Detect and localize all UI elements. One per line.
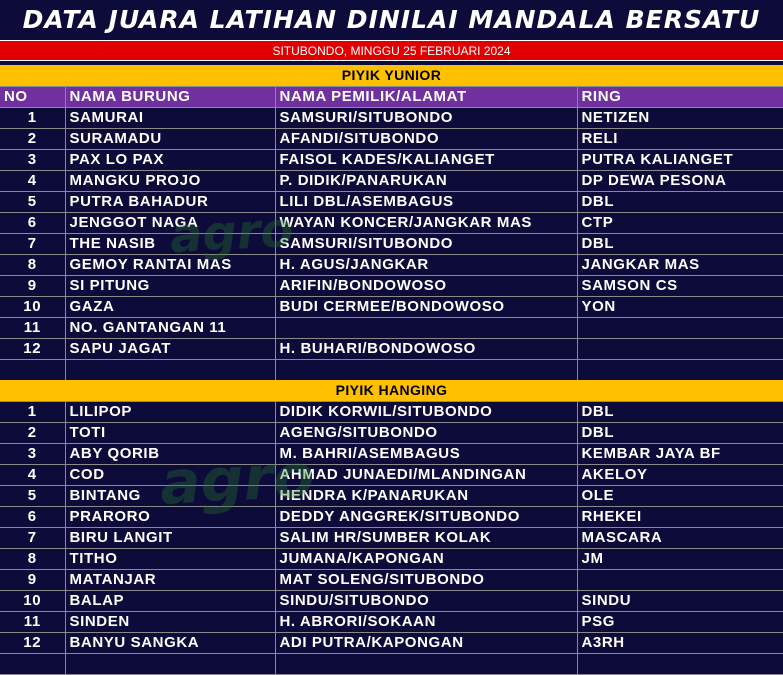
cell-no: 2 bbox=[0, 422, 65, 443]
cell-nama-burung: BANYU SANGKA bbox=[65, 632, 275, 653]
page-subtitle: SITUBONDO, MINGGU 25 FEBRUARI 2024 bbox=[0, 40, 783, 61]
cell-nama-burung: PUTRA BAHADUR bbox=[65, 191, 275, 212]
cell-pemilik: LILI DBL/ASEMBAGUS bbox=[275, 191, 577, 212]
table-row bbox=[0, 191, 783, 212]
cell-nama-burung: MANGKU PROJO bbox=[65, 170, 275, 191]
cell-pemilik: DIDIK KORWIL/SITUBONDO bbox=[275, 401, 577, 422]
results-table-section-2 bbox=[0, 380, 783, 675]
cell-nama-burung: JENGGOT NAGA bbox=[65, 212, 275, 233]
cell-no: 5 bbox=[0, 485, 65, 506]
cell-nama-burung: SAMURAI bbox=[65, 107, 275, 128]
cell-no: 5 bbox=[0, 191, 65, 212]
cell-nama-burung: TITHO bbox=[65, 548, 275, 569]
cell-pemilik: AGENG/SITUBONDO bbox=[275, 422, 577, 443]
cell-no: 3 bbox=[0, 443, 65, 464]
cell-ring: DBL bbox=[577, 191, 783, 212]
cell-no: 6 bbox=[0, 506, 65, 527]
table-row bbox=[0, 611, 783, 632]
table-row bbox=[0, 590, 783, 611]
cell-ring: CTP bbox=[577, 212, 783, 233]
table-row bbox=[0, 275, 783, 296]
cell-no: 8 bbox=[0, 548, 65, 569]
cell-pemilik: SALIM HR/SUMBER KOLAK bbox=[275, 527, 577, 548]
cell-pemilik: P. DIDIK/PANARUKAN bbox=[275, 170, 577, 191]
cell-no: 12 bbox=[0, 338, 65, 359]
cell-ring: NETIZEN bbox=[577, 107, 783, 128]
cell-pemilik: H. ABRORI/SOKAAN bbox=[275, 611, 577, 632]
cell-no: 11 bbox=[0, 611, 65, 632]
table-row bbox=[0, 170, 783, 191]
cell-ring bbox=[577, 653, 783, 674]
cell-ring bbox=[577, 317, 783, 338]
section-rows bbox=[0, 401, 783, 674]
cell-ring bbox=[577, 359, 783, 380]
table-row bbox=[0, 632, 783, 653]
cell-nama-burung: PRARORO bbox=[65, 506, 275, 527]
cell-no: 8 bbox=[0, 254, 65, 275]
cell-ring bbox=[577, 569, 783, 590]
cell-nama-burung: GAZA bbox=[65, 296, 275, 317]
cell-nama-burung: BALAP bbox=[65, 590, 275, 611]
section-title: PIYIK HANGING bbox=[0, 380, 783, 401]
table-row bbox=[0, 401, 783, 422]
cell-ring: AKELOY bbox=[577, 464, 783, 485]
cell-nama-burung bbox=[65, 359, 275, 380]
cell-pemilik: FAISOL KADES/KALIANGET bbox=[275, 149, 577, 170]
table-row bbox=[0, 128, 783, 149]
cell-pemilik: M. BAHRI/ASEMBAGUS bbox=[275, 443, 577, 464]
cell-nama-burung: BIRU LANGIT bbox=[65, 527, 275, 548]
table-row bbox=[0, 107, 783, 128]
cell-pemilik: H. BUHARI/BONDOWOSO bbox=[275, 338, 577, 359]
table-row bbox=[0, 317, 783, 338]
table-row bbox=[0, 527, 783, 548]
cell-pemilik: ARIFIN/BONDOWOSO bbox=[275, 275, 577, 296]
cell-no: 3 bbox=[0, 149, 65, 170]
cell-pemilik: DEDDY ANGGREK/SITUBONDO bbox=[275, 506, 577, 527]
cell-no bbox=[0, 359, 65, 380]
table-row bbox=[0, 485, 783, 506]
table-row bbox=[0, 464, 783, 485]
cell-ring: A3RH bbox=[577, 632, 783, 653]
watermark-logo: agro bbox=[158, 441, 316, 519]
cell-nama-burung: TOTI bbox=[65, 422, 275, 443]
cell-no: 4 bbox=[0, 464, 65, 485]
page-title: DATA JUARA LATIHAN DINILAI MANDALA BERSATU bbox=[0, 0, 783, 40]
cell-ring: RELI bbox=[577, 128, 783, 149]
table-row bbox=[0, 443, 783, 464]
section-rows bbox=[0, 107, 783, 380]
cell-pemilik: SINDU/SITUBONDO bbox=[275, 590, 577, 611]
section-title: PIYIK YUNIOR bbox=[0, 65, 783, 86]
cell-no: 6 bbox=[0, 212, 65, 233]
cell-pemilik: AHMAD JUNAEDI/MLANDINGAN bbox=[275, 464, 577, 485]
cell-ring: SINDU bbox=[577, 590, 783, 611]
table-row bbox=[0, 653, 783, 674]
section-header bbox=[0, 65, 783, 86]
cell-nama-burung: BINTANG bbox=[65, 485, 275, 506]
col-header-no: NO bbox=[0, 86, 65, 107]
cell-nama-burung: SINDEN bbox=[65, 611, 275, 632]
col-header-pemilik: NAMA PEMILIK/ALAMAT bbox=[275, 86, 577, 107]
cell-nama-burung: LILIPOP bbox=[65, 401, 275, 422]
cell-pemilik: BUDI CERMEE/BONDOWOSO bbox=[275, 296, 577, 317]
cell-ring: DP DEWA PESONA bbox=[577, 170, 783, 191]
table-row bbox=[0, 569, 783, 590]
cell-no: 9 bbox=[0, 569, 65, 590]
cell-pemilik bbox=[275, 359, 577, 380]
cell-no: 11 bbox=[0, 317, 65, 338]
cell-ring: SAMSON CS bbox=[577, 275, 783, 296]
cell-no: 10 bbox=[0, 296, 65, 317]
cell-pemilik: SAMSURI/SITUBONDO bbox=[275, 233, 577, 254]
cell-pemilik bbox=[275, 317, 577, 338]
cell-no: 7 bbox=[0, 233, 65, 254]
cell-no bbox=[0, 653, 65, 674]
table-row bbox=[0, 212, 783, 233]
cell-nama-burung: SI PITUNG bbox=[65, 275, 275, 296]
cell-ring: JM bbox=[577, 548, 783, 569]
cell-no: 10 bbox=[0, 590, 65, 611]
cell-nama-burung: MATANJAR bbox=[65, 569, 275, 590]
table-row bbox=[0, 254, 783, 275]
cell-ring: YON bbox=[577, 296, 783, 317]
cell-no: 2 bbox=[0, 128, 65, 149]
column-header-row bbox=[0, 86, 783, 107]
table-row bbox=[0, 359, 783, 380]
table-row bbox=[0, 422, 783, 443]
cell-no: 9 bbox=[0, 275, 65, 296]
cell-nama-burung bbox=[65, 653, 275, 674]
cell-ring: RHEKEI bbox=[577, 506, 783, 527]
col-header-ring: RING bbox=[577, 86, 783, 107]
cell-nama-burung: PAX LO PAX bbox=[65, 149, 275, 170]
cell-ring: DBL bbox=[577, 401, 783, 422]
cell-pemilik: AFANDI/SITUBONDO bbox=[275, 128, 577, 149]
col-header-nama-burung: NAMA BURUNG bbox=[65, 86, 275, 107]
cell-nama-burung: SAPU JAGAT bbox=[65, 338, 275, 359]
table-row bbox=[0, 506, 783, 527]
cell-no: 4 bbox=[0, 170, 65, 191]
cell-ring: OLE bbox=[577, 485, 783, 506]
cell-ring: DBL bbox=[577, 233, 783, 254]
cell-nama-burung: THE NASIB bbox=[65, 233, 275, 254]
cell-nama-burung: COD bbox=[65, 464, 275, 485]
cell-nama-burung: NO. GANTANGAN 11 bbox=[65, 317, 275, 338]
cell-no: 12 bbox=[0, 632, 65, 653]
cell-ring: MASCARA bbox=[577, 527, 783, 548]
cell-ring: PSG bbox=[577, 611, 783, 632]
cell-ring bbox=[577, 338, 783, 359]
table-row bbox=[0, 149, 783, 170]
cell-nama-burung: SURAMADU bbox=[65, 128, 275, 149]
cell-no: 1 bbox=[0, 401, 65, 422]
cell-no: 7 bbox=[0, 527, 65, 548]
cell-ring: DBL bbox=[577, 422, 783, 443]
cell-pemilik: WAYAN KONCER/JANGKAR MAS bbox=[275, 212, 577, 233]
table-row bbox=[0, 296, 783, 317]
cell-pemilik bbox=[275, 653, 577, 674]
cell-pemilik: H. AGUS/JANGKAR bbox=[275, 254, 577, 275]
cell-pemilik: MAT SOLENG/SITUBONDO bbox=[275, 569, 577, 590]
cell-ring: JANGKAR MAS bbox=[577, 254, 783, 275]
cell-pemilik: ADI PUTRA/KAPONGAN bbox=[275, 632, 577, 653]
cell-pemilik: JUMANA/KAPONGAN bbox=[275, 548, 577, 569]
cell-nama-burung: GEMOY RANTAI MAS bbox=[65, 254, 275, 275]
table-row bbox=[0, 233, 783, 254]
cell-pemilik: HENDRA K/PANARUKAN bbox=[275, 485, 577, 506]
cell-nama-burung: ABY QORIB bbox=[65, 443, 275, 464]
cell-pemilik: SAMSURI/SITUBONDO bbox=[275, 107, 577, 128]
cell-ring: PUTRA KALIANGET bbox=[577, 149, 783, 170]
cell-no: 1 bbox=[0, 107, 65, 128]
watermark-logo: agro bbox=[168, 201, 295, 265]
section-header bbox=[0, 380, 783, 401]
table-row bbox=[0, 338, 783, 359]
table-row bbox=[0, 548, 783, 569]
cell-ring: KEMBAR JAYA BF bbox=[577, 443, 783, 464]
results-table-section-1 bbox=[0, 65, 783, 381]
